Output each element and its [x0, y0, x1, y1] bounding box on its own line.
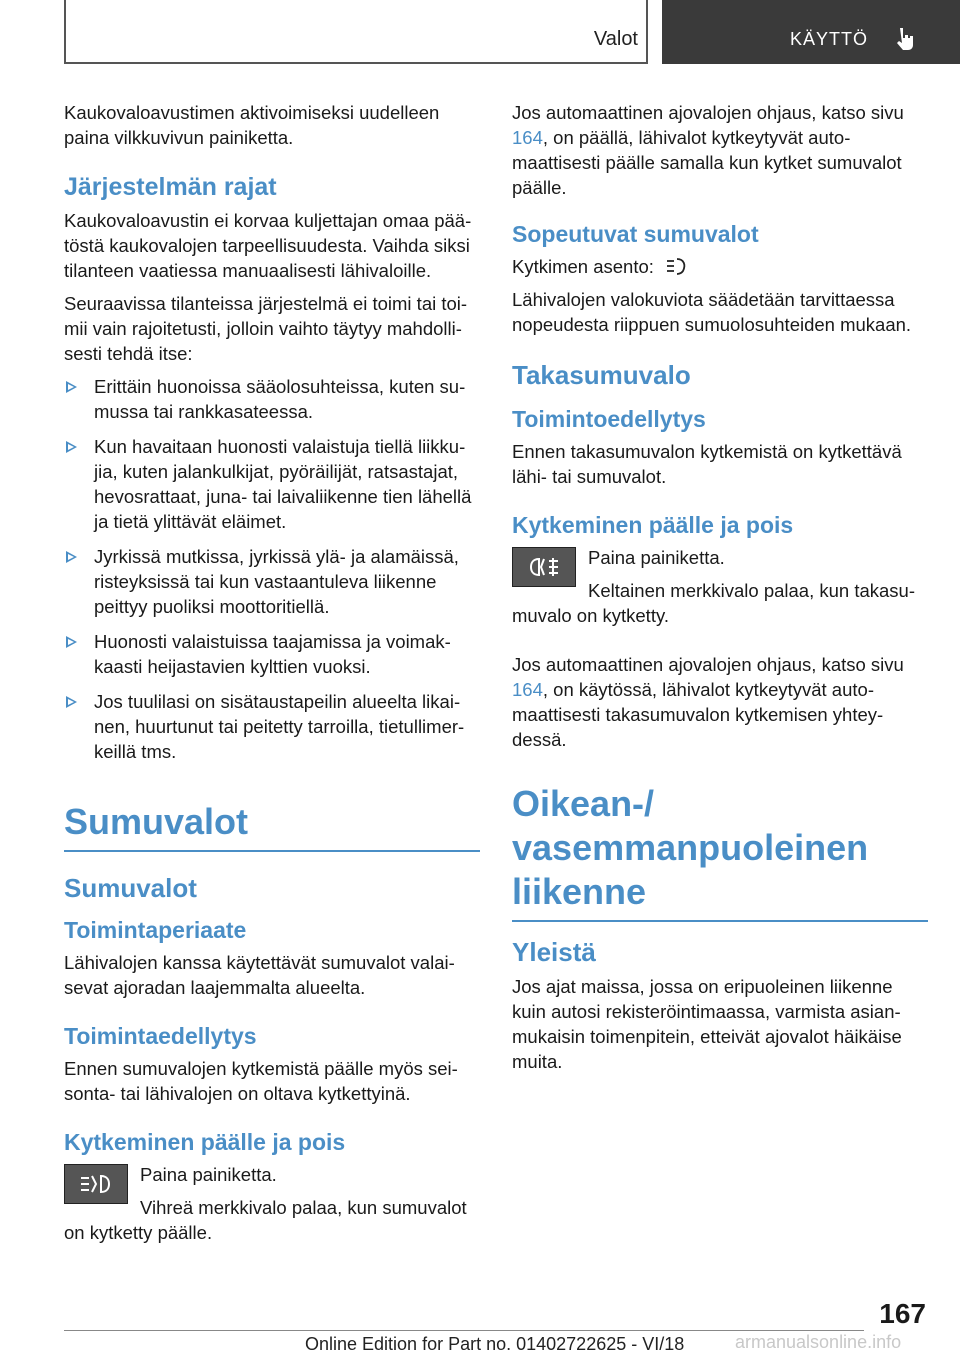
requirement-text: Ennen sumuvalojen kytkemistä päälle myös seisonta- tai lähivalojen on oltava kytkettyinä. — [64, 1058, 458, 1104]
switch-position-text: Kytkimen asento: — [512, 254, 928, 279]
bullet-triangle-icon — [66, 441, 77, 453]
requirement-heading: Toimintaedellytys — [64, 1023, 257, 1049]
left-column — [64, 100, 480, 1253]
rear-auto-text: Jos automaattinen ajovalojen ohjaus, katso sivu 164, on käytössä, lähivalot kytkeytyvät automaattisesti takasumuvalon kytkemisen yhteydessä. — [512, 654, 904, 750]
general-text: Jos ajat maissa, jossa on eripuoleinen liikenne kuin autosi rekisteröintimaassa, varmista asianmukaisin toimenpitein, etteivät ajovalot häikäise muita. — [512, 976, 902, 1072]
rear-indicator-text: Keltainen merkkivalo palaa, kun takasumuvalo on kytketty. — [512, 580, 916, 626]
rear-fog-button-row — [512, 545, 928, 636]
front-fog-light-icon — [79, 1173, 113, 1195]
on-off-heading: Kytkeminen päälle ja pois — [64, 1129, 346, 1155]
general-heading: Yleistä — [512, 937, 596, 967]
right-column — [512, 100, 928, 1082]
bullet-triangle-icon — [66, 381, 77, 393]
limits-list — [64, 374, 480, 764]
fog-heading: Sumuvalot — [64, 873, 197, 903]
principle-heading: Toimintaperiaate — [64, 917, 247, 943]
fog-chapter-heading: Sumuvalot — [64, 800, 480, 852]
rear-requirement-heading: Toimintoedellytys — [512, 406, 706, 432]
fog-button-row — [64, 1162, 480, 1253]
traffic-chapter-heading: Oikean-/ vasemmanpuoleinen liikenne — [512, 782, 928, 922]
rear-fog-light-icon — [527, 556, 561, 578]
adaptive-fog-heading: Sopeutuvat sumuvalot — [512, 221, 759, 247]
bullet-triangle-icon — [66, 696, 77, 708]
list-item: Jyrkissä mutkissa, jyrkissä ylä- ja alamäissä, risteyksissä tai kun vastaantuleva liikenne peittyy puoliksi moottoritiellä. — [64, 544, 480, 619]
list-item: Erittäin huonoissa sääolosuhteissa, kuten sumussa tai rankkasateessa. — [64, 374, 480, 424]
page-link[interactable]: 164 — [512, 679, 543, 700]
section-title: Valot — [593, 28, 638, 50]
press-button-text: Paina painiketta. — [140, 1164, 277, 1185]
rear-on-off-heading: Kytkeminen päälle ja pois — [512, 512, 794, 538]
bullet-triangle-icon — [66, 551, 77, 563]
list-item: Kun havaitaan huonosti valaistuja tiellä liikkujia, kuten jalankulkijat, pyöräilijät, ratsastajat, hevosrattaat, juna- tai laivaliikenne tien lähellä ja tietä ylittävät eläimet. — [64, 434, 480, 534]
limits-paragraph-1: Kaukovaloavustin ei korvaa kuljettajan omaa päätöstä kaukovalojen tarpeellisuudesta. Vaihda siksi tilanteen vaatiessa manuaalisesti lähivaloille. — [64, 210, 472, 281]
intro-text: Kaukovaloavustimen aktivoimiseksi uudelleen paina vilkkuvivun painiketta. — [64, 102, 440, 148]
rear-fog-light-button-icon — [512, 547, 576, 587]
chapter-title: KÄYTTÖ — [790, 29, 869, 49]
indicator-text: Vihreä merkkivalo palaa, kun sumuvalot on kytketty päälle. — [64, 1197, 467, 1243]
limits-paragraph-2: Seuraavissa tilanteissa järjestelmä ei toimi tai toimii vain rajoitetusti, jolloin vaihto täytyy mahdollisesti tehdä itse: — [64, 293, 468, 364]
watermark: armanualsonline.info — [735, 1332, 902, 1352]
bullet-triangle-icon — [66, 636, 77, 648]
principle-text: Lähivalojen kanssa käytettävät sumuvalot valaisevat ajoradan laajemmalta alueelta. — [64, 952, 455, 998]
edition-text: Online Edition for Part no. 01402722625 - VI/18 — [305, 1334, 685, 1354]
auto-lights-text: Jos automaattinen ajovalojen ohjaus, katso sivu 164, on päällä, lähivalot kytkeytyvät automaattisesti päälle samalla kun kytket sumuvalot päälle. — [512, 102, 904, 198]
header-frame — [64, 0, 648, 64]
list-item: Jos tuulilasi on sisätaustapeilin alueelta likainen, huurtunut tai peitetty tarroilla, tietullimerkeillä tms. — [64, 689, 480, 764]
list-item: Huonosti valaistuissa taajamissa ja voimakkaasti heijastavien kylttien vuoksi. — [64, 629, 480, 679]
rear-requirement-text: Ennen takasumuvalon kytkemistä on kytkettävä lähi- tai sumuvalot. — [512, 441, 902, 487]
limits-heading: Järjestelmän rajat — [64, 173, 277, 201]
footer-divider — [64, 1330, 864, 1331]
rear-press-button-text: Paina painiketta. — [588, 547, 725, 568]
adaptive-fog-text: Lähivalojen valokuviota säädetään tarvittaessa nopeudesta riippuen sumuolosuhteiden mukaan. — [512, 289, 912, 335]
front-fog-light-button-icon — [64, 1164, 128, 1204]
rear-fog-heading: Takasumuvalo — [512, 360, 691, 390]
page-link[interactable]: 164 — [512, 127, 543, 148]
adaptive-fog-icon — [665, 255, 689, 277]
hand-pointer-icon — [893, 26, 917, 52]
page-number: 167 — [879, 1298, 926, 1329]
